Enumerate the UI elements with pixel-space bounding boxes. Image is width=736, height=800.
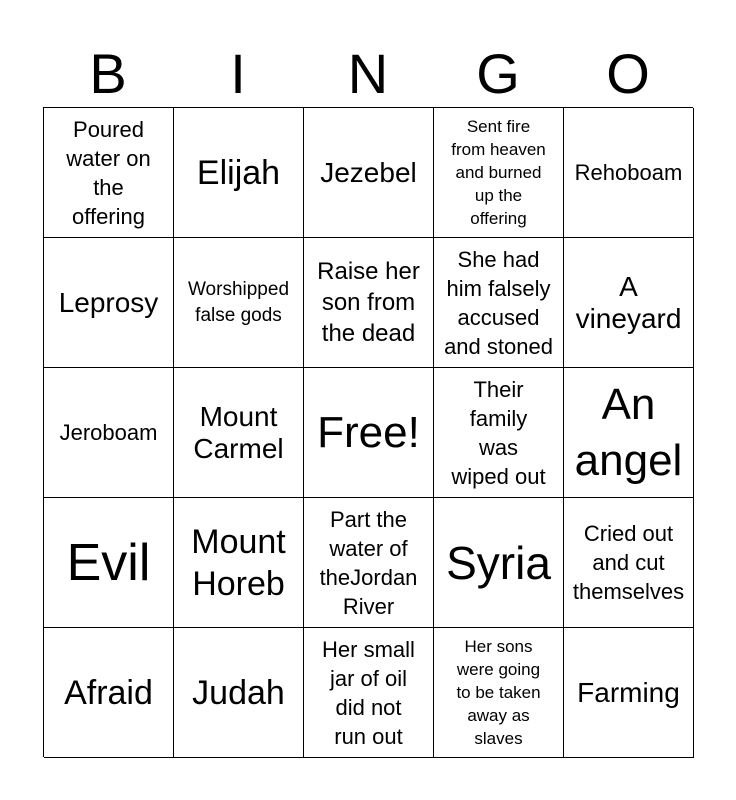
bingo-cell[interactable]: [434, 238, 564, 368]
header-letter-b: B: [89, 42, 127, 105]
bingo-cell[interactable]: [44, 368, 174, 498]
bingo-cell[interactable]: [564, 498, 694, 628]
header-letter-g: G: [476, 42, 520, 105]
cell-text: Her small jar of oil did not run out: [322, 636, 415, 749]
bingo-cell[interactable]: [434, 368, 564, 498]
cell-text: Afraid: [64, 673, 153, 712]
bingo-cell[interactable]: [434, 498, 564, 628]
bingo-cell[interactable]: [564, 238, 694, 368]
bingo-cell[interactable]: [44, 628, 174, 758]
bingo-cell[interactable]: [304, 628, 434, 758]
bingo-cell[interactable]: [174, 238, 304, 368]
cell-text: Judah: [192, 673, 285, 712]
cell-text: Part the water of theJordan River: [319, 506, 418, 619]
cell-text: Leprosy: [58, 286, 159, 318]
bingo-cell[interactable]: [304, 238, 434, 368]
cell-text: A vineyard: [575, 270, 682, 334]
cell-text: Their family was wiped out: [451, 376, 546, 489]
cell-text: Jezebel: [320, 156, 417, 188]
cell-text: Mount Carmel: [193, 400, 284, 464]
bingo-cell[interactable]: [44, 108, 174, 238]
cell-text: She had him falsely accused and stoned: [444, 246, 553, 359]
cell-text: Syria: [446, 536, 551, 589]
free-space-text: Free!: [317, 407, 420, 457]
bingo-grid: [43, 107, 693, 757]
bingo-header: [43, 40, 693, 108]
cell-text: Evil: [66, 533, 151, 592]
free-space-cell[interactable]: [304, 368, 434, 498]
bingo-cell[interactable]: [44, 498, 174, 628]
cell-text: Jeroboam: [59, 420, 158, 445]
bingo-cell[interactable]: [174, 108, 304, 238]
cell-text: Rehoboam: [574, 160, 683, 185]
bingo-cell[interactable]: [44, 238, 174, 368]
cell-text: Raise her son from the dead: [317, 258, 420, 347]
header-letter-n: N: [347, 42, 389, 105]
bingo-cell[interactable]: [174, 498, 304, 628]
bingo-cell[interactable]: [174, 628, 304, 758]
header-letter-i: I: [230, 42, 246, 105]
bingo-cell[interactable]: [564, 628, 694, 758]
cell-text: Mount Horeb: [191, 522, 286, 603]
cell-text: Poured water on the offering: [66, 116, 151, 229]
cell-text: An angel: [574, 379, 683, 485]
cell-text: Cried out and cut themselves: [572, 521, 685, 604]
cell-text: Elijah: [196, 153, 281, 192]
cell-text: Farming: [577, 676, 680, 708]
cell-text: Worshipped false gods: [187, 278, 290, 326]
bingo-cell[interactable]: [434, 628, 564, 758]
bingo-cell[interactable]: [304, 498, 434, 628]
bingo-cell[interactable]: [304, 108, 434, 238]
cell-text: Sent fire from heaven and burned up the offering: [451, 117, 546, 228]
bingo-cell[interactable]: [434, 108, 564, 238]
bingo-cell[interactable]: [564, 108, 694, 238]
cell-text: Her sons were going to be taken away as slaves: [456, 637, 541, 748]
bingo-cell[interactable]: [564, 368, 694, 498]
header-letter-o: O: [606, 42, 650, 105]
bingo-cell[interactable]: [174, 368, 304, 498]
